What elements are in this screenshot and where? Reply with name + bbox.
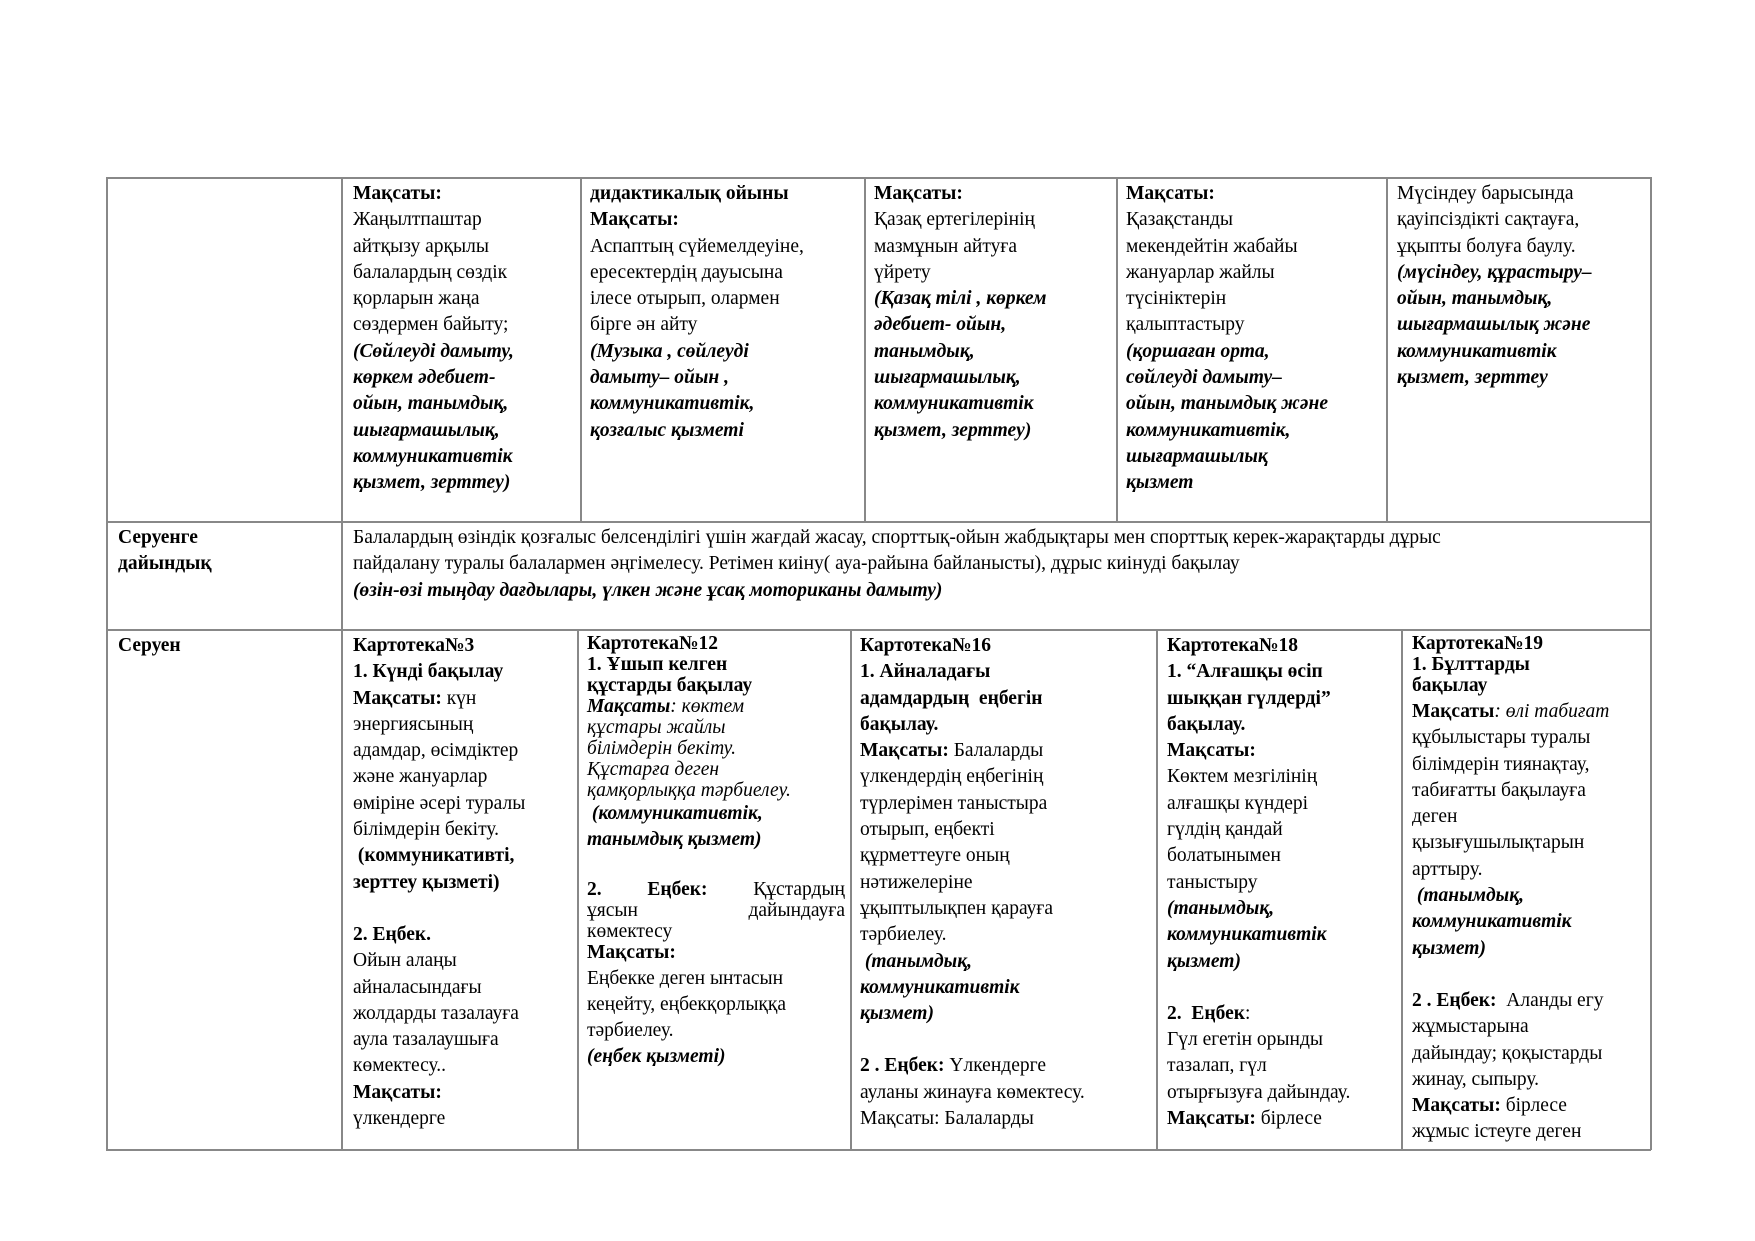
row-label-line: дайындық: [118, 553, 212, 575]
text-line: мекендейтін жабайы: [1126, 235, 1298, 257]
text-line: жолдарды тазалауға: [353, 1002, 519, 1024]
text-line: ұясын: [587, 900, 638, 921]
text-line: [860, 1053, 1154, 1079]
border-right: [1650, 177, 1652, 1150]
goal-label: Мақсаты:: [1126, 183, 1215, 204]
activity-line: коммуникативтік,: [590, 393, 755, 415]
goal-label: Мақсаты:: [353, 1081, 442, 1103]
row-divider-1: [106, 521, 1651, 523]
activity-line: (еңбек қызметі): [587, 1046, 726, 1067]
text-line: отырып, еңбекті: [860, 819, 995, 841]
text-line: [860, 738, 1154, 764]
labor-title: 2. Еңбек.: [353, 923, 431, 945]
observation-title: бақылау.: [860, 713, 939, 735]
activity-line: қызмет, зерттеу: [1397, 367, 1548, 389]
text-line: құбылыстары туралы: [1412, 727, 1591, 749]
goal-label: Мақсаты:: [1412, 1095, 1501, 1117]
text-line: [1412, 988, 1648, 1014]
activity-line: (танымдық,: [1167, 897, 1275, 919]
spacer: [587, 853, 845, 879]
card-title: Картотека№3: [353, 635, 475, 656]
goal-label: Мақсаты: [587, 696, 671, 717]
row1-col-divider-2: [864, 177, 866, 521]
text-line: [1167, 1106, 1399, 1132]
text-line: ұқыптылықпен қарауға: [860, 897, 1054, 919]
row3-cell-3: [860, 633, 1154, 1132]
text-line: дайындауға: [748, 900, 845, 921]
activity-line: зерттеу қызметі): [353, 871, 500, 893]
row3-cell-1: [353, 633, 575, 1132]
activity-line: (Музыка , сөйлеуді: [590, 340, 749, 362]
row3-label: [118, 633, 333, 659]
activity-line: қозғалыс қызметі: [590, 419, 744, 441]
spacer: [1167, 975, 1399, 1001]
activity-line: танымдық қызмет): [587, 829, 762, 850]
row1-col-divider-1: [580, 177, 582, 521]
goal-label: Мақсаты:: [353, 183, 442, 204]
labor-line: [587, 879, 845, 900]
activity-line: (танымдық,: [860, 950, 972, 972]
labor-block: [587, 879, 845, 963]
text-line: айналасындағы: [353, 976, 482, 998]
row3-col-divider-1: [577, 629, 579, 1150]
row1-cell-3: [874, 181, 1114, 444]
text-line: Аспаптың сүйемелдеуіне,: [590, 235, 804, 257]
card-title: Картотека№18: [1167, 635, 1299, 656]
text-line: құрметтеуге оның: [860, 845, 1010, 867]
row3-col-divider-3: [1156, 629, 1158, 1150]
text-line: :: [1245, 1002, 1251, 1024]
text-line: жұмыстарына: [1412, 1016, 1529, 1038]
text-line: бірлесе: [1500, 1095, 1567, 1117]
activity-line: дамыту– ойын ,: [590, 367, 729, 389]
activity-line: қызмет: [1126, 472, 1194, 494]
text-line: жинау, сыпыру.: [1412, 1068, 1540, 1090]
text-line: [1167, 1001, 1399, 1027]
text-line: ересектердің дауысына: [590, 261, 783, 283]
text-line: үлкендерге: [353, 1108, 446, 1130]
text-line: үйрету: [874, 261, 931, 283]
text-line: қамқорлыққа тәрбиелеу.: [587, 780, 791, 801]
text-line: Балаларды: [948, 740, 1044, 762]
activity-line: шығармашылық және: [1397, 314, 1591, 336]
text-line: айтқызу арқылы: [353, 235, 489, 257]
header-block: [587, 633, 845, 801]
goal-label: Мақсаты:: [587, 942, 676, 963]
text-line: таныстыру: [1167, 871, 1258, 893]
header-block: [1412, 633, 1648, 696]
text-line: Ойын алаңы: [353, 950, 457, 972]
activity-line: коммуникативтік: [860, 976, 1020, 998]
text-line: отырғызуға дайындау.: [1167, 1081, 1351, 1103]
observation-title: бақылау.: [1167, 713, 1246, 735]
text-line: бірге ән айту: [590, 314, 698, 336]
text-line: арттыру.: [1412, 858, 1483, 880]
activity-line: коммуникативтік,: [1126, 419, 1291, 441]
text-line: ұқыпты болуға баулу.: [1397, 235, 1576, 257]
text-line: [1412, 699, 1648, 725]
activity-line: ойын, танымдық және: [1126, 393, 1328, 415]
activity-line: (Қазақ тілі , көркем: [874, 288, 1047, 310]
activity-line: коммуникативтік: [1412, 911, 1572, 933]
text-line: сөздермен байыту;: [353, 314, 509, 336]
activity-line: қызмет, зерттеу): [874, 419, 1032, 441]
game-title: дидактикалық ойыны: [590, 183, 789, 204]
observation-title: 1. Күнді бақылау: [353, 661, 504, 683]
row3-cell-2: [587, 633, 845, 1070]
text-line: мазмұнын айтуға: [874, 235, 1017, 257]
text-line: аула тазалаушыға: [353, 1029, 499, 1051]
text-line: дайындау; қоқыстарды: [1412, 1042, 1603, 1064]
text-line: : өлі табиғат: [1494, 701, 1610, 722]
text-line: кеңейту, еңбекқорлыққа: [587, 994, 787, 1015]
text-line: гүлдің қандай: [1167, 819, 1283, 841]
text-line: құстары жайлы: [587, 717, 726, 738]
row-label-line: Серуенге: [118, 527, 198, 548]
card-title: Картотека№12: [587, 633, 719, 654]
activity-line: қызмет): [1167, 950, 1241, 972]
row1-cell-4: [1126, 181, 1384, 497]
labor-title: Еңбек:: [647, 879, 708, 900]
text-line: қалыптастыру: [1126, 314, 1245, 336]
text-line: табиғатты бақылауға: [1412, 779, 1586, 801]
text-line: Балалардың өзіндік қозғалыс белсенділігі үшін жағдай жасау, спорттық-ойын жабдықтары мен спорттық керек-жарақтарды дұрыс: [353, 527, 1441, 548]
labor-title: 2. Еңбек: [1167, 1002, 1245, 1024]
text-line: алғашқы күндері: [1167, 792, 1309, 814]
text-line: Үлкендерге: [944, 1055, 1046, 1077]
activity-line: қызмет): [860, 1003, 934, 1025]
activity-line: шығармашылық: [1126, 445, 1268, 467]
row1-cell-1: [353, 181, 578, 497]
body-block: [587, 801, 845, 879]
text-line: балалардың сөздік: [353, 261, 508, 283]
labor-title: 2 . Еңбек:: [860, 1055, 945, 1077]
row1-col-divider-3: [1116, 177, 1118, 521]
card-title: Картотека№16: [860, 635, 992, 656]
border-top: [106, 177, 1651, 179]
activity-line: (Сөйлеуді дамыту,: [353, 340, 514, 362]
row-label-line: Серуен: [118, 635, 181, 656]
text-line: Гүл егетін орынды: [1167, 1029, 1323, 1051]
text-line: үлкендердің еңбегінің: [860, 766, 1044, 788]
activity-line: шығармашылық,: [353, 419, 500, 441]
text-line: білімдерін бекіту.: [353, 819, 500, 841]
activity-line: (өзін-өзі тыңдау дағдылары, үлкен және ұсақ моториканы дамыту): [353, 579, 943, 601]
text-line: Қазақстанды: [1126, 209, 1234, 231]
text-line: тәрбиелеу.: [587, 1020, 674, 1041]
text-line: Мақсаты: Балаларды: [860, 1108, 1034, 1130]
text-line: Аланды егу: [1496, 989, 1604, 1011]
text-line: қауіпсіздікті сақтауға,: [1397, 209, 1580, 231]
text-line: [587, 696, 845, 717]
border-bottom: [106, 1149, 1651, 1151]
text-line: түсініктерін: [1126, 288, 1227, 310]
text-line: нәтижелеріне: [860, 871, 973, 893]
text-line: күн: [441, 687, 477, 709]
text-line: тазалап, гүл: [1167, 1055, 1267, 1077]
observation-title: 1. Бұлттарды: [1412, 654, 1530, 675]
body-block: [1412, 699, 1648, 1146]
text-line: көмектесу: [587, 921, 673, 942]
row3-cell-5: [1412, 633, 1648, 1146]
text-line: білімдерін тиянақтау,: [1412, 753, 1590, 775]
row1-cell-5: [1397, 181, 1649, 391]
row2-label: [118, 525, 333, 578]
text-line: ілесе отырып, олармен: [590, 288, 780, 310]
activity-line: ойын, танымдық,: [1397, 288, 1553, 310]
text-line: пайдалану туралы балалармен әңгімелесу. Ретімен киіну( ауа-райына байланысты), дұрыс киінуді бақылау: [353, 553, 1240, 575]
text-line: ауланы жинауға көмектесу.: [860, 1081, 1085, 1103]
activity-line: көркем әдебиет-: [353, 367, 496, 389]
activity-line: коммуникативтік: [353, 445, 513, 467]
text-line: көмектесу..: [353, 1055, 447, 1077]
text-line: Еңбекке деген ынтасын: [587, 968, 784, 989]
goal-label: Мақсаты:: [353, 687, 442, 709]
label-column-divider: [341, 177, 343, 1150]
row1-cell-2: [590, 181, 862, 444]
border-left: [106, 177, 108, 1150]
row3-cell-4: [1167, 633, 1399, 1132]
text-line: Құстарға деген: [587, 759, 720, 780]
text-line: білімдерін бекіту.: [587, 738, 736, 759]
card-title: Картотека№19: [1412, 633, 1544, 654]
activity-line: сөйлеуді дамыту–: [1126, 367, 1282, 389]
row3-col-divider-4: [1401, 629, 1403, 1150]
activity-line: (коммуникативті,: [353, 845, 515, 867]
text-line: өміріне әсері туралы: [353, 792, 526, 814]
observation-title: шыққан гүлдерді”: [1167, 687, 1331, 709]
observation-title: 1. Айналадағы: [860, 661, 991, 683]
activity-line: (коммуникативтік,: [587, 803, 763, 824]
activity-line: қызмет): [1412, 937, 1486, 959]
activity-line: коммуникативтік: [1397, 340, 1557, 362]
text-line: Жаңылтпаштар: [353, 209, 482, 231]
labor-number: 2.: [587, 879, 602, 900]
observation-title: құстарды бақылау: [587, 675, 753, 696]
activity-line: қызмет, зерттеу): [353, 472, 511, 494]
row-divider-2: [106, 629, 1651, 631]
text-line: : көктем: [670, 696, 745, 717]
text-line: түрлерімен таныстыра: [860, 792, 1048, 814]
text-line: [353, 686, 575, 712]
spacer: [1412, 962, 1648, 988]
text-line: жануарлар жайлы: [1126, 261, 1275, 283]
text-line: энергиясының: [353, 713, 474, 735]
text-line: Мүсіндеу барысында: [1397, 183, 1574, 204]
labor-title: 2 . Еңбек:: [1412, 989, 1497, 1011]
activity-line: (танымдық,: [1412, 885, 1524, 907]
text-line: [1412, 1093, 1648, 1119]
activity-line: коммуникативтік: [874, 393, 1034, 415]
row3-col-divider-2: [850, 629, 852, 1150]
text-line: Көктем мезгілінің: [1167, 766, 1318, 788]
text-line: бірлесе: [1255, 1108, 1322, 1130]
activity-line: танымдық,: [874, 340, 975, 362]
row2-content: [353, 525, 1649, 604]
goal-label: Мақсаты:: [874, 183, 963, 204]
activity-line: (қоршаған орта,: [1126, 340, 1270, 362]
activity-line: ойын, танымдық,: [353, 393, 509, 415]
text-line: қорларын жаңа: [353, 288, 480, 310]
observation-title: адамдардың еңбегін: [860, 687, 1043, 709]
goal-block: [587, 966, 845, 1070]
spacer: [860, 1027, 1154, 1053]
goal-label: Мақсаты:: [590, 209, 679, 231]
observation-title: 1. Ұшып келген: [587, 654, 728, 675]
goal-label: Мақсаты:: [1167, 740, 1256, 762]
row1-col-divider-4: [1386, 177, 1388, 521]
activity-line: әдебиет- ойын,: [874, 314, 1007, 336]
labor-line: [587, 900, 845, 921]
spacer: [353, 896, 575, 922]
text-line: және жануарлар: [353, 766, 488, 788]
text-line: Құстардың: [753, 879, 845, 900]
text-line: қызығушылықтарын: [1412, 832, 1585, 854]
text-line: жұмыс істеуге деген: [1412, 1121, 1582, 1143]
activity-line: шығармашылық,: [874, 367, 1021, 389]
text-line: Қазақ ертегілерінің: [874, 209, 1035, 231]
goal-label: Мақсаты:: [860, 740, 949, 762]
observation-title: 1. “Алғашқы өсіп: [1167, 661, 1323, 683]
goal-label: Мақсаты: [1412, 701, 1495, 722]
text-line: болатынымен: [1167, 845, 1281, 867]
activity-line: (мүсіндеу, құрастыру–: [1397, 261, 1592, 283]
observation-title: бақылау: [1412, 675, 1488, 696]
text-line: деген: [1412, 806, 1458, 828]
activity-line: коммуникативтік: [1167, 924, 1327, 946]
text-line: тәрбиелеу.: [860, 924, 947, 946]
goal-label: Мақсаты:: [1167, 1108, 1256, 1130]
text-line: адамдар, өсімдіктер: [353, 740, 519, 762]
